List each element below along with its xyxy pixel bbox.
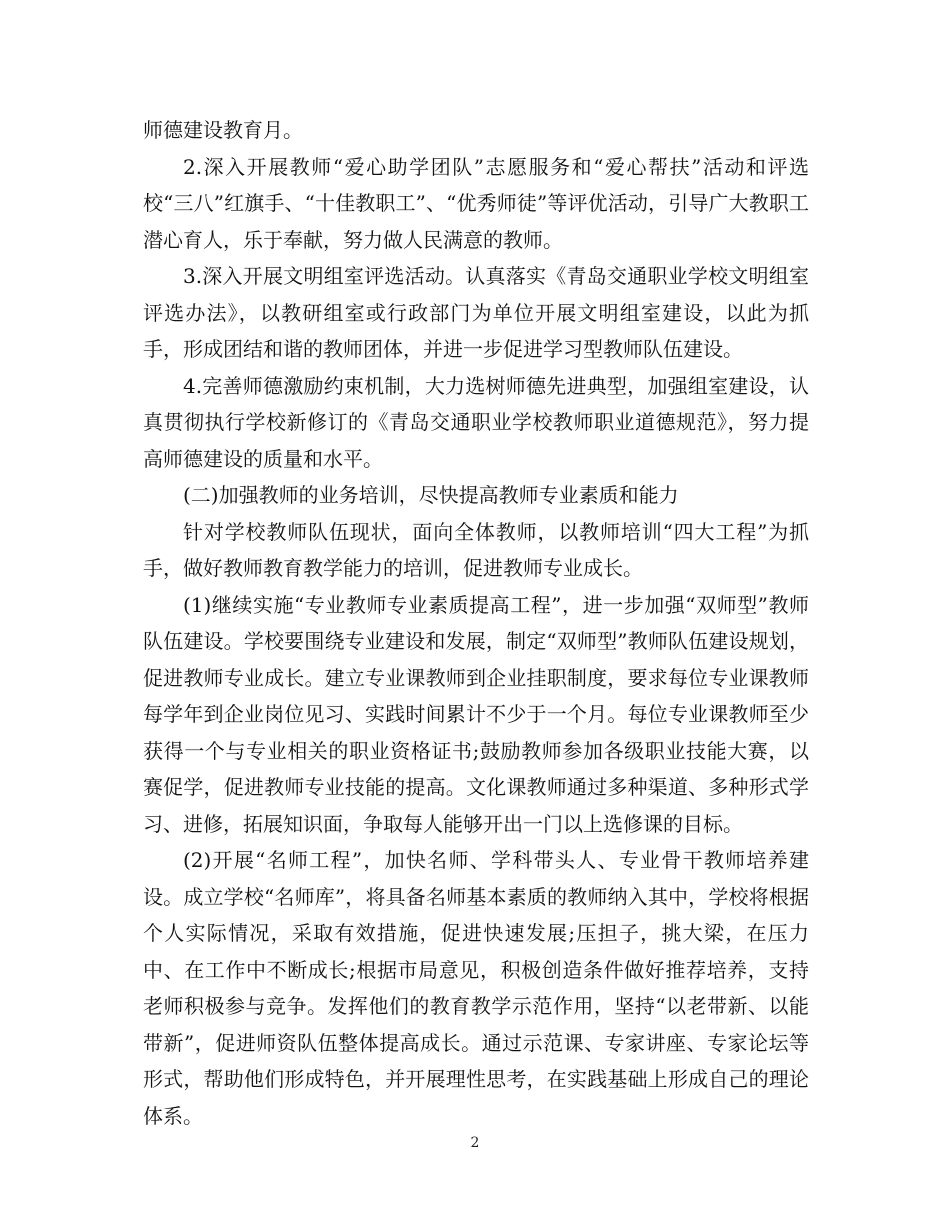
paragraph-8: (2)开展“名师工程”，加快名师、学科带头人、专业骨干教师培养建设。成立学校“名师库”，将具备名师基本素质的教师纳入其中，学校将根据个人实际情况，采取有效措施，促进快速发展;压担子，挑大梁，在压力中、在工作中不断成长;根据市局意见，积极创造条件做好推荐培养，支持老师积极参与竞争。发挥他们的教育教学示范作用，坚持“以老带新、以能带新”，促进师资队伍整体提高成长。通过示范课、专家讲座、专家论坛等形式，帮助他们形成特色，并开展理性思考，在实践基础上形成自己的理论体系。 [143, 848, 809, 1128]
paragraph-4: 4.完善师德激励约束机制，大力选树师德先进典型，加强组室建设，认真贯彻执行学校新修订的《青岛交通职业学校教师职业道德规范》，努力提高师德建设的质量和水平。 [143, 373, 809, 471]
section-heading: (二)加强教师的业务培训，尽快提高教师专业素质和能力 [183, 483, 679, 507]
page-number: 2 [470, 1135, 480, 1151]
paragraph-7: (1)继续实施“专业教师专业素质提高工程”，进一步加强“双师型”教师队伍建设。学校要围绕专业建设和发展，制定“双师型”教师队伍建设规划，促进教师专业成长。建立专业课教师到企业挂职制度，要求每位专业课教师每学年到企业岗位见习、实践时间累计不少于一个月。每位专业课教师至少获得一个与专业相关的职业资格证书;鼓励教师参加各级职业技能大赛，以赛促学，促进教师专业技能的提高。文化课教师通过多种渠道、多种形式学习、进修，拓展知识面，争取每人能够开出一门以上选修课的目标。 [143, 592, 809, 836]
paragraph-3: 3.深入开展文明组室评选活动。认真落实《青岛交通职业学校文明组室评选办法》，以教研组室或行政部门为单位开展文明组室建设，以此为抓手，形成团结和谐的教师团体，并进一步促进学习型教师队伍建设。 [143, 264, 809, 361]
document-page [143, 112, 809, 1134]
paragraph-2: 2.深入开展教师“爱心助学团队”志愿服务和“爱心帮扶”活动和评选校“三八”红旗手、“十佳教职工”、“优秀师徒”等评优活动，引导广大教职工潜心育人，乐于奉献，努力做人民满意的教师。 [143, 154, 809, 252]
paragraph-1: 师德建设教育月。 [143, 118, 303, 142]
paragraph-6: 针对学校教师队伍现状，面向全体教师，以教师培训“四大工程”为抓手，做好教师教育教学能力的培训，促进教师专业成长。 [143, 519, 809, 580]
